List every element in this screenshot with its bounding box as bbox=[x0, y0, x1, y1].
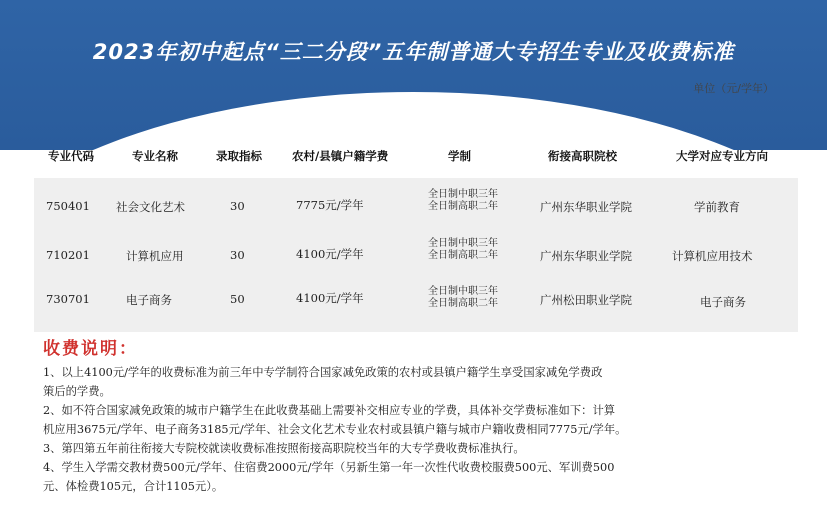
header-direction: 大学对应专业方向 bbox=[676, 149, 768, 163]
banner-arc bbox=[0, 92, 827, 150]
header-quota: 录取指标 bbox=[216, 149, 262, 163]
cell-duration-1: 全日制中职三年 bbox=[428, 286, 498, 297]
page-title: 2023年初中起点“三二分段”五年制普通大专招生专业及收费标准 bbox=[92, 40, 735, 64]
table-row bbox=[34, 280, 798, 328]
cell-quota: 30 bbox=[230, 199, 245, 213]
fee-table bbox=[34, 178, 798, 332]
cell-code: 750401 bbox=[46, 199, 90, 213]
note-line: 2、如不符合国家减免政策的城市户籍学生在此收费基础上需要补交相应专业的学费，具体补交学费标准如下：计算 bbox=[43, 404, 616, 417]
cell-name: 电子商务 bbox=[126, 293, 172, 307]
cell-duration-1: 全日制中职三年 bbox=[428, 189, 498, 200]
cell-fee: 4100元/学年 bbox=[296, 247, 364, 261]
header-banner bbox=[0, 0, 827, 150]
cell-direction: 计算机应用技术 bbox=[672, 249, 753, 263]
cell-direction: 电子商务 bbox=[700, 295, 746, 309]
table-header bbox=[34, 145, 798, 167]
cell-college: 广州东华职业学院 bbox=[540, 249, 632, 263]
cell-college: 广州东华职业学院 bbox=[540, 200, 632, 214]
cell-duration-2: 全日制高职二年 bbox=[428, 298, 498, 309]
cell-direction: 学前教育 bbox=[694, 200, 740, 214]
cell-duration-2: 全日制高职二年 bbox=[428, 201, 498, 212]
header-duration: 学制 bbox=[448, 149, 471, 163]
note-line: 1、以上4100元/学年的收费标准为前三年中专学制符合国家减免政策的农村或县镇户籍学生享受国家减免学费政 bbox=[43, 366, 603, 379]
cell-fee: 4100元/学年 bbox=[296, 291, 364, 305]
fee-notes bbox=[30, 334, 800, 496]
cell-college: 广州松田职业学院 bbox=[540, 293, 632, 307]
header-code: 专业代码 bbox=[48, 149, 94, 163]
cell-code: 730701 bbox=[46, 292, 90, 306]
note-line: 元、体检费105元，合计1105元）。 bbox=[43, 480, 224, 493]
header-college: 衔接高职院校 bbox=[548, 149, 617, 163]
note-line: 4、学生入学需交教材费500元/学年、住宿费2000元/学年（另新生第一年一次性代收费校服费500元、军训费500 bbox=[43, 461, 615, 474]
cell-name: 计算机应用 bbox=[126, 249, 184, 263]
note-line: 3、第四第五年前往衔接大专院校就读收费标准按照衔接高职院校当年的大专学费收费标准执行。 bbox=[43, 442, 525, 455]
header-fee: 农村/县镇户籍学费 bbox=[292, 149, 389, 163]
header-name: 专业名称 bbox=[132, 149, 178, 163]
notes-title: 收费说明： bbox=[43, 339, 138, 359]
unit-label: 单位（元/学年） bbox=[693, 82, 774, 95]
cell-duration-1: 全日制中职三年 bbox=[428, 238, 498, 249]
cell-quota: 30 bbox=[230, 248, 245, 262]
note-line: 策后的学费。 bbox=[43, 385, 111, 398]
cell-fee: 7775元/学年 bbox=[296, 198, 364, 212]
table-row bbox=[34, 231, 798, 279]
cell-duration-2: 全日制高职二年 bbox=[428, 250, 498, 261]
note-line: 机应用3675元/学年、电子商务3185元/学年、社会文化艺术专业农村或县镇户籍与城市户籍收费相同7775元/学年。 bbox=[43, 423, 627, 436]
cell-quota: 50 bbox=[230, 292, 245, 306]
cell-name: 社会文化艺术 bbox=[116, 200, 185, 214]
cell-code: 710201 bbox=[46, 248, 90, 262]
table-row bbox=[34, 182, 798, 230]
